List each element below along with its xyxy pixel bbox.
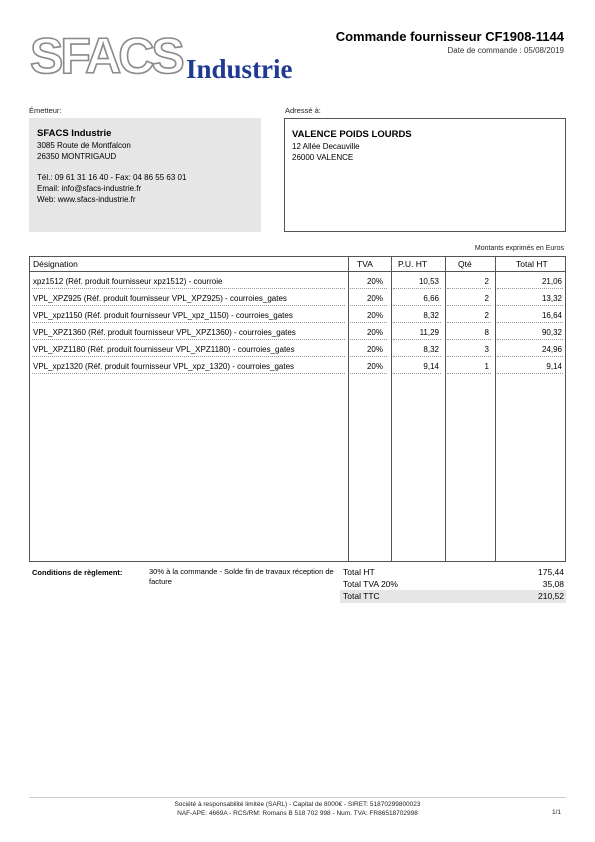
row-dotted-line — [497, 305, 563, 306]
footer-line1: Société à responsabilité limitée (SARL) - Capital de 8000€ - SIRET: 51870299800023 — [174, 801, 421, 808]
cell-pu-ht: 10,53 — [418, 277, 439, 286]
order-date: Date de commande : 05/08/2019 — [447, 46, 564, 55]
row-dotted-line — [32, 288, 345, 289]
sender-label: Émetteur: — [29, 106, 62, 115]
table-header — [30, 257, 565, 272]
row-dotted-line — [32, 339, 345, 340]
cell-pu-ht: 6,66 — [423, 294, 439, 303]
sender-phone: Tél.: 09 61 31 16 40 - Fax: 04 86 55 63 01 — [37, 173, 187, 182]
sender-name: SFACS Industrie — [37, 128, 112, 139]
legal-footer — [0, 800, 595, 818]
cell-tva: 20% — [366, 345, 383, 354]
table-row — [30, 290, 565, 307]
row-dotted-line — [497, 339, 563, 340]
sender-web: Web: www.sfacs-industrie.fr — [37, 195, 136, 204]
total-ttc-value: 210,52 — [538, 591, 564, 601]
row-dotted-line — [350, 356, 387, 357]
cell-tva: 20% — [366, 294, 383, 303]
company-logo — [30, 28, 320, 84]
row-dotted-line — [393, 356, 441, 357]
table-row — [30, 341, 565, 358]
header-qty: Qté — [458, 259, 472, 269]
cell-total-ht: 16,64 — [541, 311, 562, 320]
page-number: 1/1 — [551, 809, 561, 816]
row-dotted-line — [393, 373, 441, 374]
cell-designation: VPL_XPZ1180 (Réf. produit fournisseur VPL_XPZ1180) - courroies_gates — [33, 345, 295, 354]
total-tva-value: 35,08 — [542, 579, 564, 589]
row-dotted-line — [350, 373, 387, 374]
row-dotted-line — [497, 373, 563, 374]
cell-tva: 20% — [366, 362, 383, 371]
cell-designation: VPL_xpz1320 (Réf. produit fournisseur VPL_xpz_1320) - courroies_gates — [33, 362, 295, 371]
document-title: Commande fournisseur CF1908-1144 — [335, 29, 564, 44]
total-ttc-label: Total TTC — [343, 591, 380, 601]
payment-conditions-text: 30% à la commande - Solde fin de travaux réception de facture — [149, 567, 334, 586]
table-row — [30, 307, 565, 324]
cell-qty: 3 — [484, 345, 489, 354]
row-dotted-line — [447, 322, 491, 323]
row-dotted-line — [497, 356, 563, 357]
footer-line2: NAF-APE: 4669A - RCS/RM: Romans B 518 702 998 - Num. TVA: FR86518702998 — [177, 810, 418, 817]
logo-sfacs-text: SFACS — [30, 28, 182, 84]
recipient-address-line1: 12 Allée Decauville — [292, 142, 360, 151]
total-ttc-row — [340, 590, 566, 603]
header-tva: TVA — [357, 259, 373, 269]
row-dotted-line — [32, 356, 345, 357]
row-dotted-line — [447, 373, 491, 374]
cell-tva: 20% — [366, 328, 383, 337]
cell-total-ht: 21,06 — [541, 277, 562, 286]
cell-total-ht: 24,96 — [541, 345, 562, 354]
row-dotted-line — [393, 322, 441, 323]
row-dotted-line — [497, 322, 563, 323]
row-dotted-line — [32, 322, 345, 323]
cell-designation: xpz1512 (Réf. produit fournisseur xpz1512) - courroie — [33, 277, 223, 286]
cell-qty: 2 — [484, 311, 489, 320]
sender-box — [29, 118, 261, 232]
cell-total-ht: 90,32 — [541, 328, 562, 337]
row-dotted-line — [350, 305, 387, 306]
recipient-address-line2: 26000 VALENCE — [292, 153, 354, 162]
table-row — [30, 324, 565, 341]
recipient-name: VALENCE POIDS LOURDS — [292, 129, 412, 140]
cell-pu-ht: 8,32 — [423, 311, 439, 320]
row-dotted-line — [32, 305, 345, 306]
row-dotted-line — [497, 288, 563, 289]
payment-conditions-label: Conditions de règlement: — [32, 568, 123, 577]
row-dotted-line — [447, 356, 491, 357]
cell-qty: 8 — [484, 328, 489, 337]
table-row — [30, 273, 565, 290]
table-row — [30, 358, 565, 375]
sender-address-line1: 3085 Route de Montfalcon — [37, 141, 131, 150]
cell-qty: 2 — [484, 277, 489, 286]
row-dotted-line — [447, 288, 491, 289]
cell-qty: 1 — [484, 362, 489, 371]
cell-tva: 20% — [366, 277, 383, 286]
cell-designation: VPL_XPZ925 (Réf. produit fournisseur VPL_XPZ925) - courroies_gates — [33, 294, 287, 303]
row-dotted-line — [350, 288, 387, 289]
order-lines-table — [29, 256, 566, 562]
cell-pu-ht: 9,14 — [423, 362, 439, 371]
row-dotted-line — [32, 373, 345, 374]
sender-address-line2: 26350 MONTRIGAUD — [37, 152, 117, 161]
cell-pu-ht: 8,32 — [423, 345, 439, 354]
row-dotted-line — [393, 305, 441, 306]
cell-pu-ht: 11,29 — [419, 328, 439, 337]
row-dotted-line — [393, 288, 441, 289]
total-ht-value: 175,44 — [538, 567, 564, 577]
header-total-ht: Total HT — [516, 259, 548, 269]
cell-designation: VPL_XPZ1360 (Réf. produit fournisseur VPL_XPZ1360) - courroies_gates — [33, 328, 296, 337]
row-dotted-line — [350, 322, 387, 323]
row-dotted-line — [447, 305, 491, 306]
recipient-label: Adressé à: — [285, 106, 321, 115]
cell-designation: VPL_xpz1150 (Réf. produit fournisseur VPL_xpz_1150) - courroies_gates — [33, 311, 293, 320]
total-ht-label: Total HT — [343, 567, 375, 577]
row-dotted-line — [350, 339, 387, 340]
cell-total-ht: 9,14 — [546, 362, 562, 371]
currency-note: Montants exprimés en Euros — [474, 245, 564, 252]
header-pu-ht: P.U. HT — [398, 259, 428, 269]
logo-industrie-text: Industrie — [186, 54, 293, 84]
total-tva-label: Total TVA 20% — [343, 579, 398, 589]
cell-total-ht: 13,32 — [541, 294, 562, 303]
cell-qty: 2 — [484, 294, 489, 303]
row-dotted-line — [447, 339, 491, 340]
cell-tva: 20% — [366, 311, 383, 320]
recipient-box — [284, 118, 566, 232]
sender-email: Email: info@sfacs-industrie.fr — [37, 184, 142, 193]
header-designation: Désignation — [33, 259, 78, 269]
footer-divider — [29, 797, 566, 798]
row-dotted-line — [393, 339, 441, 340]
